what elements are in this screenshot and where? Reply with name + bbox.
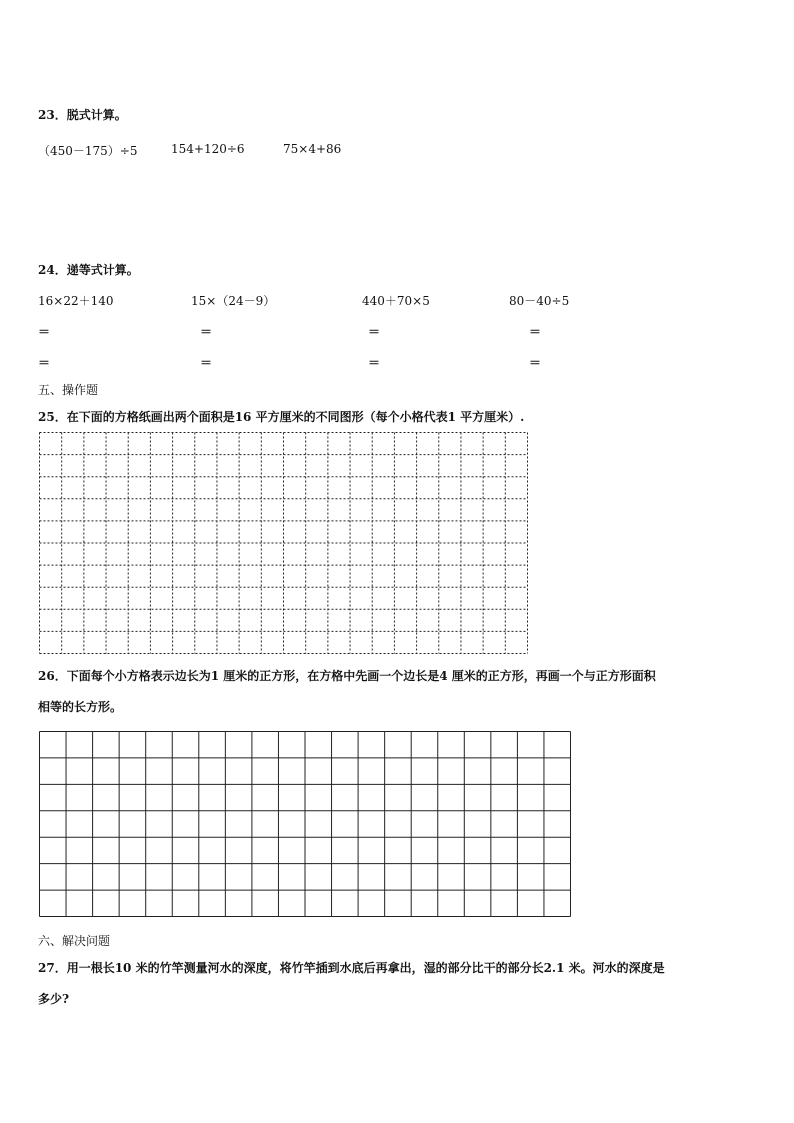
- q24-expr-3: 440＋70×5: [362, 294, 430, 308]
- q24-equals: ＝: [529, 325, 542, 339]
- q24-equals: ＝: [38, 356, 51, 370]
- q24-equals: ＝: [38, 325, 51, 339]
- section-title-operations: 五、操作题: [38, 383, 99, 397]
- q26-solid-grid[interactable]: [39, 731, 571, 917]
- q23-expr-3: 75×4+86: [283, 142, 342, 156]
- q25-grid-svg[interactable]: [39, 432, 528, 654]
- section-title-problems: 六、解决问题: [38, 934, 111, 948]
- q24-equals: ＝: [529, 356, 542, 370]
- q24-equals: ＝: [368, 325, 381, 339]
- q24-expr-2: 15×（24－9）: [191, 294, 276, 308]
- q26-text-line2: 相等的长方形。: [38, 700, 123, 714]
- q23-expr-1: （450－175）÷5: [38, 144, 138, 158]
- q23-heading: 23．脱式计算。: [38, 108, 127, 122]
- q25-text: 25．在下面的方格纸画出两个面积是16 平方厘米的不同图形（每个小格代表1 平方厘米）.: [38, 410, 525, 424]
- q27-text-line2: 多少?: [38, 992, 70, 1006]
- q24-expr-4: 80－40÷5: [509, 294, 570, 308]
- q26-grid-svg[interactable]: [39, 731, 571, 917]
- q23-expr-2: 154+120÷6: [171, 142, 245, 156]
- q27-text-line1: 27．用一根长10 米的竹竿测量河水的深度，将竹竿插到水底后再拿出，湿的部分比干的部分长2.1 米。河水的深度是: [38, 961, 665, 975]
- q26-text-line1: 26．下面每个小方格表示边长为1 厘米的正方形，在方格中先画一个边长是4 厘米的正方形，再画一个与正方形面积: [38, 669, 656, 683]
- q25-dashed-grid[interactable]: [39, 432, 528, 654]
- q24-equals: ＝: [368, 356, 381, 370]
- q24-heading: 24．递等式计算。: [38, 263, 139, 277]
- q24-equals: ＝: [200, 325, 213, 339]
- q24-expr-1: 16×22＋140: [38, 294, 114, 308]
- q24-equals: ＝: [200, 356, 213, 370]
